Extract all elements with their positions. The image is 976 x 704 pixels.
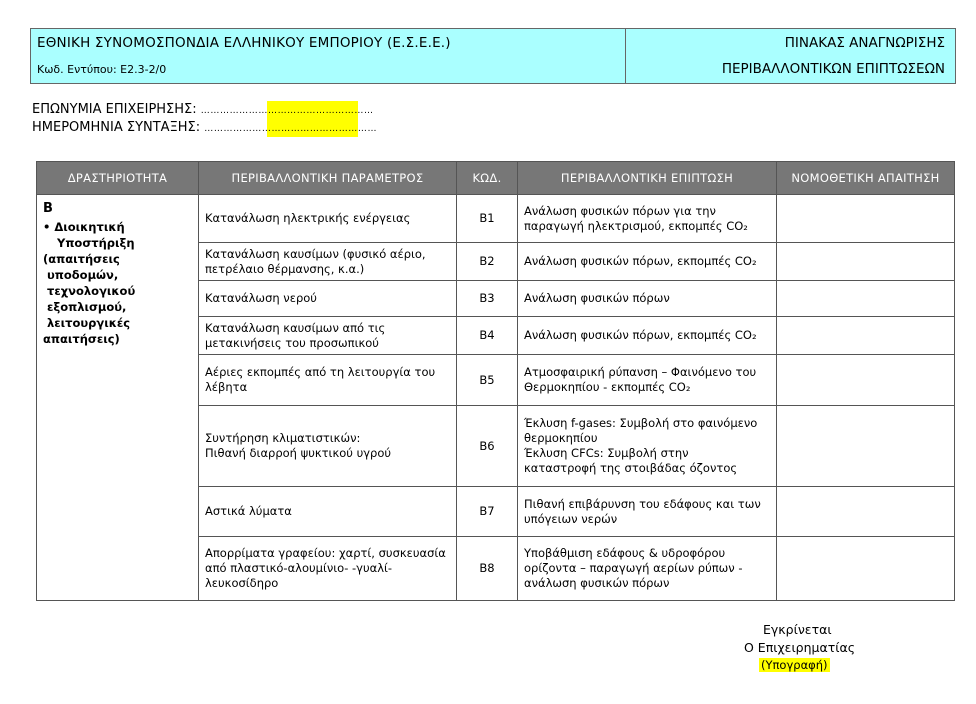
parameter-text: λευκοσίδηρο	[205, 576, 279, 590]
parameter-cell	[199, 355, 457, 406]
legal-cell[interactable]	[777, 406, 955, 487]
impact-text: καταστροφή της στοιβάδας όζοντος	[524, 461, 738, 475]
legal-cell[interactable]	[777, 243, 955, 281]
impact-cell	[518, 243, 777, 281]
date-field[interactable]: ………………………………………………	[204, 124, 378, 134]
activity-letter: Β	[43, 201, 53, 216]
col-impact: ΠΕΡΙΒΑΛΛΟΝΤΙΚΗ ΕΠΙΠΤΩΣΗ	[518, 162, 777, 195]
form-header	[30, 28, 956, 84]
signature-label: (Υπογραφή)	[761, 658, 828, 672]
form-title-line2: ΠΕΡΙΒΑΛΛΟΝΤΙΚΩΝ ΕΠΙΠΤΩΣΕΩΝ	[721, 61, 945, 77]
impact-cell	[518, 355, 777, 406]
form-title-line1: ΠΙΝΑΚΑΣ ΑΝΑΓΝΩΡΙΣΗΣ	[784, 35, 945, 51]
parameter-text: Κατανάλωση καυσίμων (φυσικό αέριο,	[205, 246, 426, 261]
code-cell: Β3	[457, 281, 518, 317]
company-name-field[interactable]: ………………………………………………	[200, 106, 374, 116]
parameter-cell	[199, 243, 457, 281]
legal-cell[interactable]	[777, 317, 955, 355]
impact-text: ορίζοντα – παραγωγή αερίων ρύπων -	[524, 561, 743, 575]
parameter-text: πετρέλαιο θέρμανσης, κ.α.)	[205, 261, 365, 276]
parameter-cell	[199, 281, 457, 317]
impact-text: Υποβάθμιση εδάφους & υδροφόρου	[524, 546, 726, 560]
legal-cell[interactable]	[777, 487, 955, 537]
impact-cell	[518, 195, 777, 243]
activity-line: Υποστήριξη	[57, 236, 135, 250]
code-cell: Β5	[457, 355, 518, 406]
impact-text: υπόγειων νερών	[524, 511, 618, 526]
code-cell: Β2	[457, 243, 518, 281]
col-activity: ΔΡΑΣΤΗΡΙΟΤΗΤΑ	[37, 162, 199, 195]
parameter-cell	[199, 406, 457, 487]
approval-line2: Ο Επιχειρηματίας	[744, 640, 856, 655]
code-cell: Β1	[457, 195, 518, 243]
code-cell: Β8	[457, 537, 518, 601]
organization-name: ΕΘΝΙΚΗ ΣΥΝΟΜΟΣΠΟΝΔΙΑ ΕΛΛΗΝΙΚΟΥ ΕΜΠΟΡΙΟΥ (Ε.Σ.Ε.Ε.)	[37, 35, 451, 51]
parameter-cell	[199, 487, 457, 537]
environmental-impact-table	[36, 161, 955, 601]
impact-text: Ατμοσφαιρική ρύπανση – Φαινόμενο του	[524, 365, 757, 379]
parameter-text: Απορρίματα γραφείου: χαρτί, συσκευασία	[205, 546, 446, 560]
parameter-text: Κατανάλωση καυσίμων από τις	[205, 320, 386, 335]
impact-text: θερμοκηπίου	[524, 431, 598, 445]
activity-line: εξοπλισμού,	[47, 300, 127, 314]
parameter-text: Συντήρηση κλιματιστικών:	[205, 431, 361, 445]
impact-text: Πιθανή επιβάρυνση του εδάφους και των	[524, 496, 761, 511]
activity-line: Διοικητική	[54, 220, 125, 234]
parameter-cell	[199, 195, 457, 243]
activity-cell	[37, 195, 199, 601]
code-cell: Β4	[457, 317, 518, 355]
parameter-text: λέβητα	[205, 380, 248, 394]
impact-cell	[518, 487, 777, 537]
parameter-text: Αέριες εκπομπές από τη λειτουργία του	[205, 365, 436, 379]
date-line	[32, 120, 377, 135]
parameter-text: από πλαστικό-αλουμίνιο- -γυαλί-	[205, 561, 393, 575]
impact-cell	[518, 281, 777, 317]
parameter-cell	[199, 537, 457, 601]
col-code: ΚΩΔ.	[457, 162, 518, 195]
code-cell: Β6	[457, 406, 518, 487]
impact-cell	[518, 317, 777, 355]
impact-text: παραγωγή ηλεκτρισμού, εκπομπές CO₂	[524, 218, 748, 233]
activity-bullet: •	[43, 220, 51, 234]
form-code: Κωδ. Εντύπου: Ε2.3-2/0	[37, 63, 167, 76]
legal-cell[interactable]	[777, 195, 955, 243]
parameter-text: Αστικά λύματα	[205, 504, 292, 518]
impact-text: Ανάλωση φυσικών πόρων, εκπομπές CO₂	[524, 254, 757, 268]
parameter-text: Κατανάλωση ηλεκτρικής ενέργειας	[205, 211, 411, 225]
table-row	[37, 195, 955, 243]
legal-cell[interactable]	[777, 537, 955, 601]
impact-text: ανάλωση φυσικών πόρων	[524, 576, 670, 590]
impact-text: Έκλυση f-gases: Συμβολή στο φαινόμενο	[524, 416, 758, 430]
impact-text: Ανάλωση φυσικών πόρων	[524, 291, 670, 305]
impact-cell	[518, 406, 777, 487]
company-name-label: ΕΠΩΝΥΜΙΑ ΕΠΙΧΕΙΡΗΣΗΣ:	[32, 102, 197, 117]
parameter-text: Πιθανή διαρροή ψυκτικού υγρού	[205, 446, 392, 460]
activity-line: απαιτήσεις)	[43, 332, 120, 346]
code-cell: Β7	[457, 487, 518, 537]
parameter-text: μετακινήσεις του προσωπικού	[205, 335, 379, 350]
legal-cell[interactable]	[777, 355, 955, 406]
date-label: ΗΜΕΡΟΜΗΝΙΑ ΣΥΝΤΑΞΗΣ:	[32, 120, 201, 135]
activity-line: τεχνολογικού	[47, 284, 136, 298]
activity-line: (απαιτήσεις	[43, 252, 120, 266]
legal-cell[interactable]	[777, 281, 955, 317]
table-header-row	[37, 162, 955, 195]
approval-line1: Εγκρίνεται	[763, 622, 832, 637]
activity-line: υποδομών,	[47, 268, 119, 282]
col-parameter: ΠΕΡΙΒΑΛΛΟΝΤΙΚΗ ΠΑΡΑΜΕΤΡΟΣ	[199, 162, 457, 195]
activity-line: λειτουργικές	[47, 316, 131, 330]
parameter-text: Κατανάλωση νερού	[205, 291, 317, 305]
impact-text: Ανάλωση φυσικών πόρων, εκπομπές CO₂	[524, 328, 757, 342]
impact-cell	[518, 537, 777, 601]
impact-text: Έκλυση CFCs: Συμβολή στην	[524, 446, 689, 460]
impact-text: Ανάλωση φυσικών πόρων για την	[524, 203, 716, 218]
impact-text: Θερμοκηπίου - εκπομπές CO₂	[524, 380, 691, 394]
company-name-line	[32, 102, 374, 117]
approval-signature-line	[759, 657, 830, 672]
parameter-cell	[199, 317, 457, 355]
col-legal: ΝΟΜΟΘΕΤΙΚΗ ΑΠΑΙΤΗΣΗ	[777, 162, 955, 195]
header-divider	[625, 29, 626, 83]
